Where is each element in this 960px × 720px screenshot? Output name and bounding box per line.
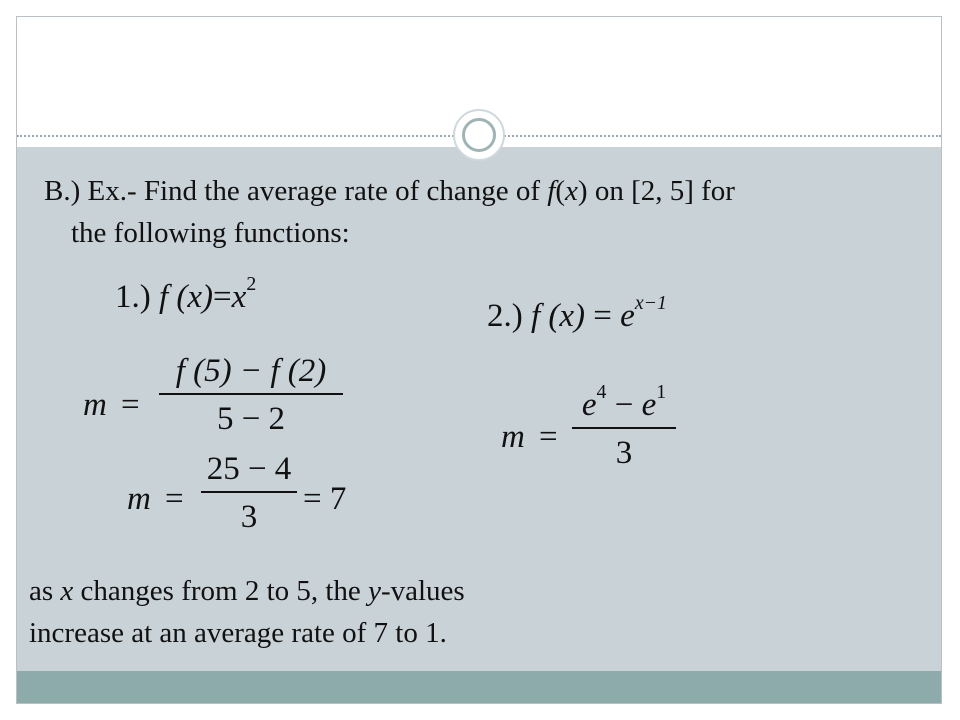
circle-ornament-icon (453, 109, 505, 161)
problem1-lhs: f (x) (159, 279, 214, 315)
problem1-fraction-2 (201, 449, 297, 537)
e-symbol: e (581, 387, 597, 423)
problem2-label: 2.) (487, 298, 531, 334)
problem2-lhs: f (x) (531, 298, 586, 334)
e-symbol: e (641, 387, 657, 423)
problem1-label: 1.) (115, 279, 159, 315)
fraction-denominator: 3 (240, 499, 258, 535)
problem1-fraction-1 (159, 351, 343, 439)
fraction-bar (201, 491, 297, 493)
footer-bar (17, 671, 941, 703)
fraction-denominator: 3 (615, 435, 633, 471)
conclusion-text: -values (380, 575, 465, 607)
minus-sign: − (606, 387, 642, 423)
problem2-exponent: x−1 (634, 292, 667, 315)
circle-ornament-inner (462, 118, 496, 152)
problem1-equals-1: = (121, 387, 140, 423)
problem1-m-label-1 (83, 387, 107, 424)
problem1-equals: = (213, 279, 232, 315)
problem2-fraction (572, 381, 676, 473)
m-symbol: m (127, 481, 151, 517)
problem1-exponent: 2 (246, 273, 257, 296)
problem1-equals-2: = (165, 481, 184, 517)
heading-paren-open: ( (555, 175, 566, 207)
m-symbol: m (83, 387, 107, 423)
conclusion-y: y (368, 575, 381, 607)
problem2-equals: = (585, 298, 621, 334)
problem2-function (487, 292, 667, 335)
m-symbol: m (501, 419, 525, 455)
fraction-bar (572, 427, 676, 429)
slide (16, 16, 942, 704)
problem1-result: = 7 (303, 481, 347, 517)
heading-line-2: the following functions: (71, 217, 350, 249)
heading-f: f (547, 175, 556, 207)
conclusion-text: as (29, 575, 61, 607)
problem2-equals-2: = (539, 419, 558, 455)
problem1-function (115, 273, 257, 316)
fraction-denominator: 5 − 2 (216, 401, 286, 437)
heading-x: x (565, 175, 578, 207)
exponent: 4 (596, 381, 607, 404)
heading-paren-close: ) (577, 175, 588, 207)
heading-text: B.) Ex.- Find the average rate of change of (44, 175, 548, 207)
heading-line-1 (44, 173, 735, 209)
conclusion-text: changes from 2 to 5, the (73, 575, 369, 607)
conclusion-line-2: increase at an average rate of 7 to 1. (29, 617, 447, 649)
conclusion-line-1 (29, 573, 465, 609)
exponent: 1 (656, 381, 667, 404)
fraction-numerator: 25 − 4 (206, 451, 292, 487)
problem1-base: x (231, 279, 247, 315)
fraction-bar (159, 393, 343, 395)
heading-interval: on [2, 5] for (587, 175, 735, 207)
conclusion-x: x (60, 575, 74, 607)
problem2-base: e (620, 298, 635, 334)
problem1-m-label-2 (127, 481, 151, 518)
fraction-numerator (572, 381, 676, 425)
problem2-m-label (501, 419, 525, 456)
fraction-numerator: f (5) − f (2) (175, 353, 327, 389)
